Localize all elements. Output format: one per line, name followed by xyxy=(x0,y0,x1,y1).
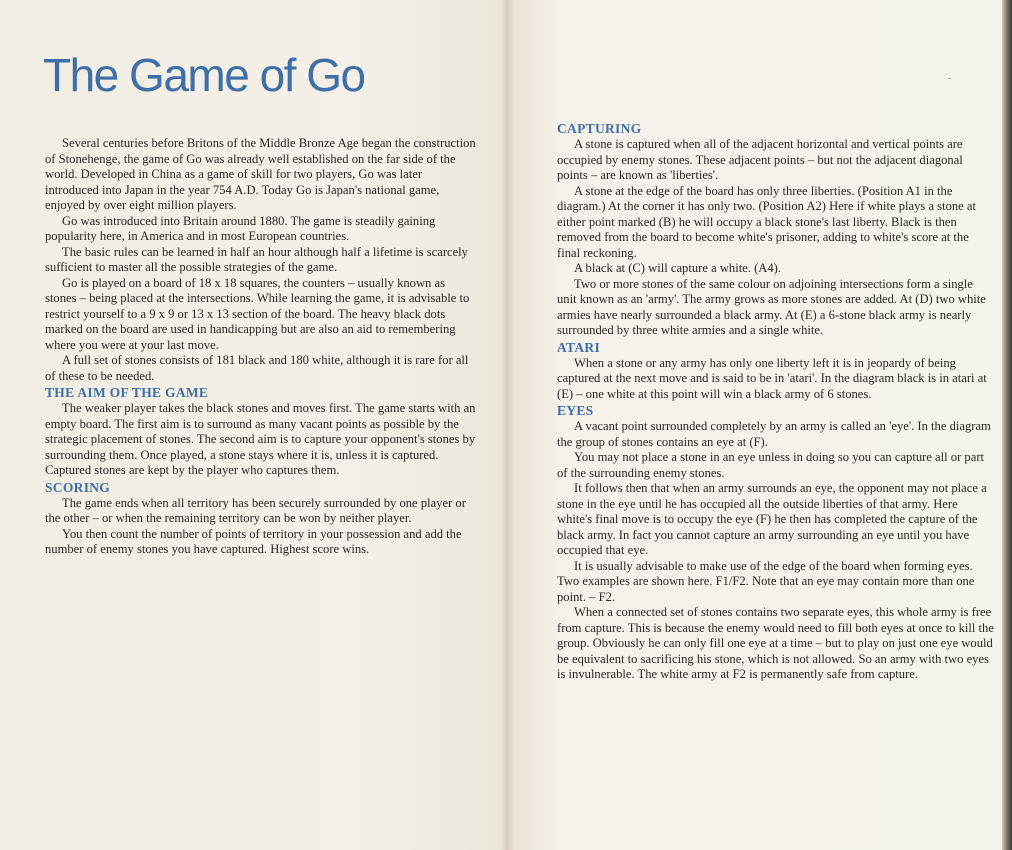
capturing-paragraph: Two or more stones of the same colour on adjoining intersections form a single unit known as an 'army'. The army grows as more stones are added. At (D) two white armies have nearly surrounded a black army. At (E) a 6-stone black army is nearly surrounded by three white armies and a single white. xyxy=(557,276,986,337)
eyes-paragraph: A vacant point surrounded completely by an army is called an 'eye'. In the diagram the group of stones contains an eye at (F). xyxy=(557,419,991,449)
margin-mark: - xyxy=(948,73,952,84)
capturing-paragraph: A stone at the edge of the board has only three liberties. (Position A1 in the diagram.) At the corner it has only two. (Position A2) Here if white plays a stone at either point marked (B) he will occupy a black stone's last liberty. Black is then removed from the board to become white's prisoner, adding to white's score at the final reckoning. xyxy=(557,183,976,260)
page-title: The Game of Go xyxy=(43,49,365,101)
intro-paragraph: Several centuries before Britons of the Middle Bronze Age began the construction of Stonehenge, the game of Go was already well established on the far side of the world. Developed in China as a game of skill for two players, Go was later introduced into Japan in the year 754 A.D. Today Go is Japan's national game, enjoyed by over eight million players. xyxy=(45,136,476,212)
atari-heading: ATARI xyxy=(557,339,601,355)
left-column xyxy=(45,136,479,558)
book-fold xyxy=(500,0,514,850)
scoring-paragraph: The game ends when all territory has been securely surrounded by one player or the other – or when the remaining territory can be won by neither player. xyxy=(45,495,466,525)
intro-paragraph: The basic rules can be learned in half an hour although half a lifetime is scarcely sufficient to master all the possible strategies of the game. xyxy=(45,244,468,274)
eyes-heading: EYES xyxy=(557,403,594,418)
atari-paragraph: When a stone or any army has only one liberty left it is in jeopardy of being captured at the next move and is said to be in 'atari'. In the diagram black is in atari at (E) – one white at this point will win a black army of 6 stones. xyxy=(557,355,987,401)
scoring-heading: SCORING xyxy=(45,479,111,495)
eyes-paragraph: When a connected set of stones contains two separate eyes, this whole army is free from capture. This is because the enemy would need to fill both eyes at once to kill the group. Obviously he can only fill one eye at a time – but to play on just one eye would be equivalent to sacrificing his stone, which is not allowed. So an army with two eyes is invulnerable. The white army at F2 is permanently safe from capture. xyxy=(557,605,994,681)
capturing-paragraph: A stone is captured when all of the adjacent horizontal and vertical points are occupied by enemy stones. These adjacent points – but not the adjacent diagonal points – are known as 'liberties'. xyxy=(557,137,963,182)
page-edge xyxy=(1002,0,1012,850)
eyes-paragraph: It is usually advisable to make use of the edge of the board when forming eyes. Two examples are shown here. F1/F2. Note that an eye may contain more than one point. – F2. xyxy=(557,558,975,604)
capturing-heading: CAPTURING xyxy=(557,121,642,136)
right-column xyxy=(557,120,995,683)
eyes-paragraph: You may not place a stone in an eye unless in doing so you can capture all or part of the surrounding enemy stones. xyxy=(557,450,985,480)
intro-paragraph: Go was introduced into Britain around 1880. The game is steadily gaining popularity here, in America and in most European countries. xyxy=(45,213,436,243)
scoring-paragraph: You then count the number of points of territory in your possession and add the number of enemy stones you have captured. Highest score wins. xyxy=(45,526,462,556)
aim-paragraph: The weaker player takes the black stones and moves first. The game starts with an empty board. The first aim is to surround as many vacant points as possible by the strategic placement of stones. The second aim is to capture your opponent's stones by surrounding them. Once played, a stone stays where it is, unless it is captured. Captured stones are kept by the player who captures them. xyxy=(45,401,476,477)
eyes-paragraph: It follows then that when an army surrounds an eye, the opponent may not place a stone in the eye until he has occupied all the outside liberties of that army. Here white's final move is to occupy the eye (F) he then has completed the capture of the black army. In fact you cannot capture an army surrounding an eye until you have occupied that eye. xyxy=(557,481,987,557)
capturing-paragraph: A black at (C) will capture a white. (A4). xyxy=(574,261,782,275)
intro-paragraph: Go is played on a board of 18 x 18 squares, the counters – usually known as stones – being placed at the intersections. While learning the game, it is advisable to restrict yourself to a 9 x 9 or 13 x 13 section of the board. The heavy black dots marked on the board are used in handicapping but are also an aid to remembering where you were at your last move. xyxy=(45,275,470,352)
aim-heading: THE AIM OF THE GAME xyxy=(45,385,209,400)
intro-paragraph: A full set of stones consists of 181 black and 180 white, although it is rare for all of these to be needed. xyxy=(45,353,469,383)
